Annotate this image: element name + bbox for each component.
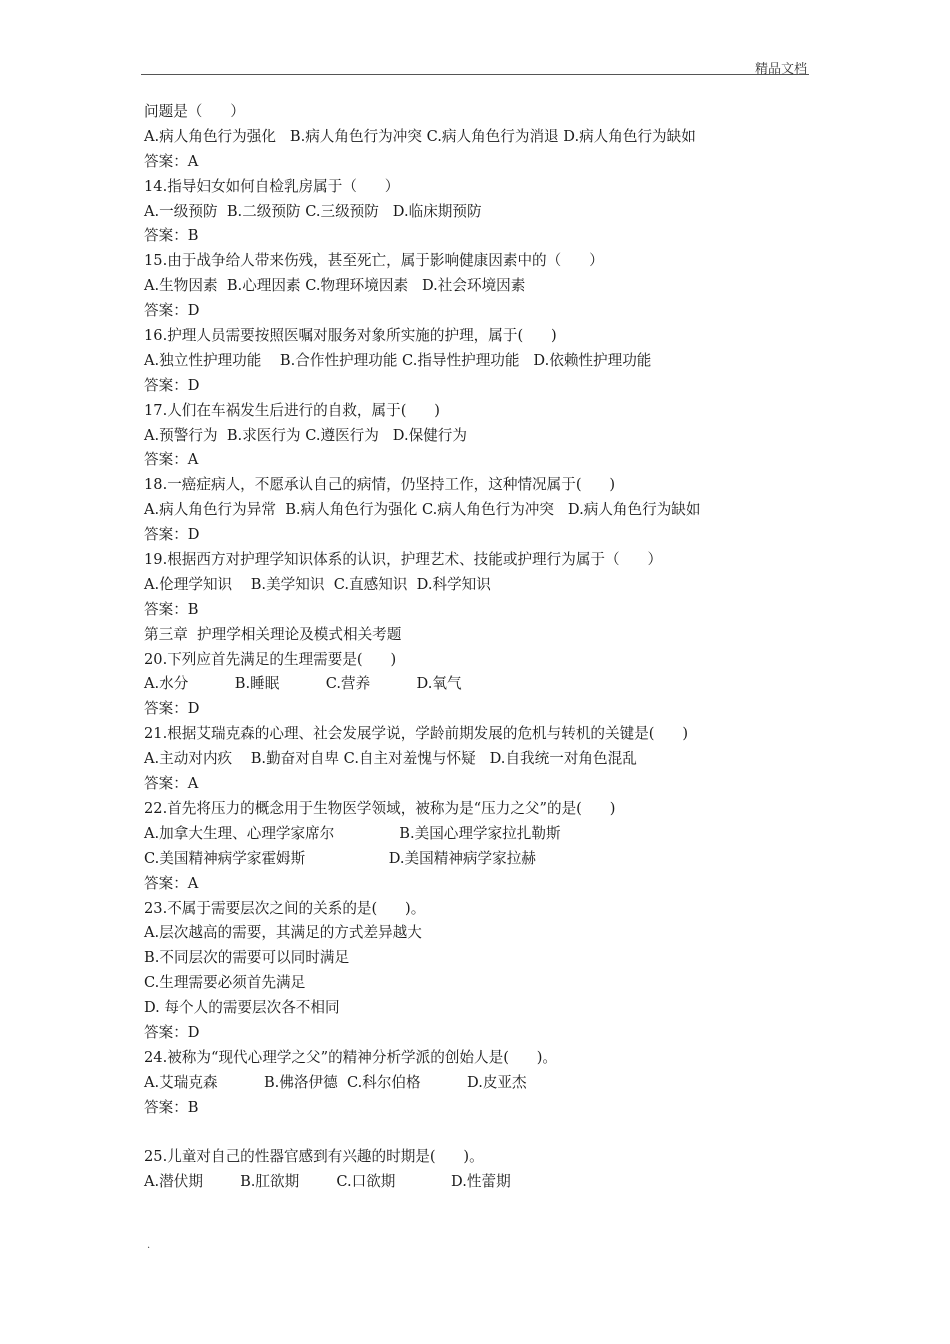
document-body (144, 100, 812, 1195)
text-line: 答案：D (144, 302, 200, 320)
text-line: 14.指导妇女如何自检乳房属于（ ） (144, 177, 400, 195)
text-line: 答案：B (144, 1098, 199, 1116)
text-line: A.病人角色行为强化 B.病人角色行为冲突 C.病人角色行为消退 D.病人角色行为缺如 (144, 127, 696, 145)
text-line: C.生理需要必须首先满足 (144, 974, 306, 992)
text-line: 答案：A (144, 451, 199, 469)
text-line: A.加拿大生理、心理学家席尔 B.美国心理学家拉扎勒斯 (144, 824, 561, 842)
text-line: 24.被称为“现代心理学之父”的精神分析学派的创始人是( )。 (144, 1048, 558, 1066)
text-line: B.不同层次的需要可以同时满足 (144, 949, 350, 967)
text-line: 答案：B (144, 600, 199, 618)
text-line: A.主动对内疚 B.勤奋对自卑 C.自主对羞愧与怀疑 D.自我统一对角色混乱 (144, 750, 637, 768)
text-line (144, 1121, 812, 1146)
text-line: 18.一癌症病人，不愿承认自己的病情，仍坚持工作，这种情况属于( ) (144, 476, 616, 494)
text-line: 答案：A (144, 775, 199, 793)
text-line: A.层次越高的需要，其满足的方式差异越大 (144, 924, 422, 942)
text-line: 答案：D (144, 526, 200, 544)
text-line: 21.根据艾瑞克森的心理、社会发展学说，学龄前期发展的危机与转机的关键是( ) (144, 725, 689, 743)
text-line: 答案：D (144, 1023, 200, 1041)
text-line: 19.根据西方对护理学知识体系的认识，护理艺术、技能或护理行为属于（ ） (144, 551, 663, 569)
text-line: 第三章 护理学相关理论及模式相关考题 (144, 625, 402, 643)
text-line: 答案：B (144, 227, 199, 245)
text-line: A.一级预防 B.二级预防 C.三级预防 D.临床期预防 (144, 202, 482, 220)
text-line: 答案：D (144, 700, 200, 718)
text-line: 20.下列应首先满足的生理需要是( ) (144, 650, 397, 668)
text-line: A.生物因素 B.心理因素 C.物理环境因素 D.社会环境因素 (144, 277, 526, 295)
text-line: 25.儿童对自己的性器官感到有兴趣的时期是( )。 (144, 1148, 484, 1166)
text-line: A.潜伏期 B.肛欲期 C.口欲期 D.性蕾期 (144, 1173, 511, 1191)
footer-mark: . (147, 1240, 151, 1251)
text-line: 答案：D (144, 376, 200, 394)
text-line: 答案：A (144, 152, 199, 170)
text-line: A.伦理学知识 B.美学知识 C.直感知识 D.科学知识 (144, 575, 491, 593)
text-line: 问题是（ ） (144, 103, 245, 120)
text-line: 15.由于战争给人带来伤残，甚至死亡，属于影响健康因素中的（ ） (144, 252, 604, 270)
text-line: A.独立性护理功能 B.合作性护理功能 C.指导性护理功能 D.依赖性护理功能 (144, 351, 652, 369)
text-line: C.美国精神病学家霍姆斯 D.美国精神病学家拉赫 (144, 849, 536, 867)
text-line: D. 每个人的需要层次各不相同 (144, 999, 340, 1017)
header-label: 精品文档 (754, 62, 807, 77)
text-line: 23.不属于需要层次之间的关系的是( )。 (144, 899, 426, 917)
text-line: 22.首先将压力的概念用于生物医学领域，被称为是“压力之父”的是( ) (144, 799, 616, 817)
header-divider (141, 74, 809, 75)
text-line: A.水分 B.睡眠 C.营养 D.氧气 (144, 675, 462, 693)
text-line: A.预警行为 B.求医行为 C.遵医行为 D.保健行为 (144, 426, 467, 444)
text-line: 17.人们在车祸发生后进行的自救，属于( ) (144, 401, 440, 419)
text-line: 16.护理人员需要按照医嘱对服务对象所实施的护理，属于( ) (144, 327, 557, 345)
text-line: A.艾瑞克森 B.佛洛伊德 C.科尔伯格 D.皮亚杰 (144, 1073, 527, 1091)
text-line: 答案：A (144, 874, 199, 892)
text-line: A.病人角色行为异常 B.病人角色行为强化 C.病人角色行为冲突 D.病人角色行为缺如 (144, 501, 701, 519)
